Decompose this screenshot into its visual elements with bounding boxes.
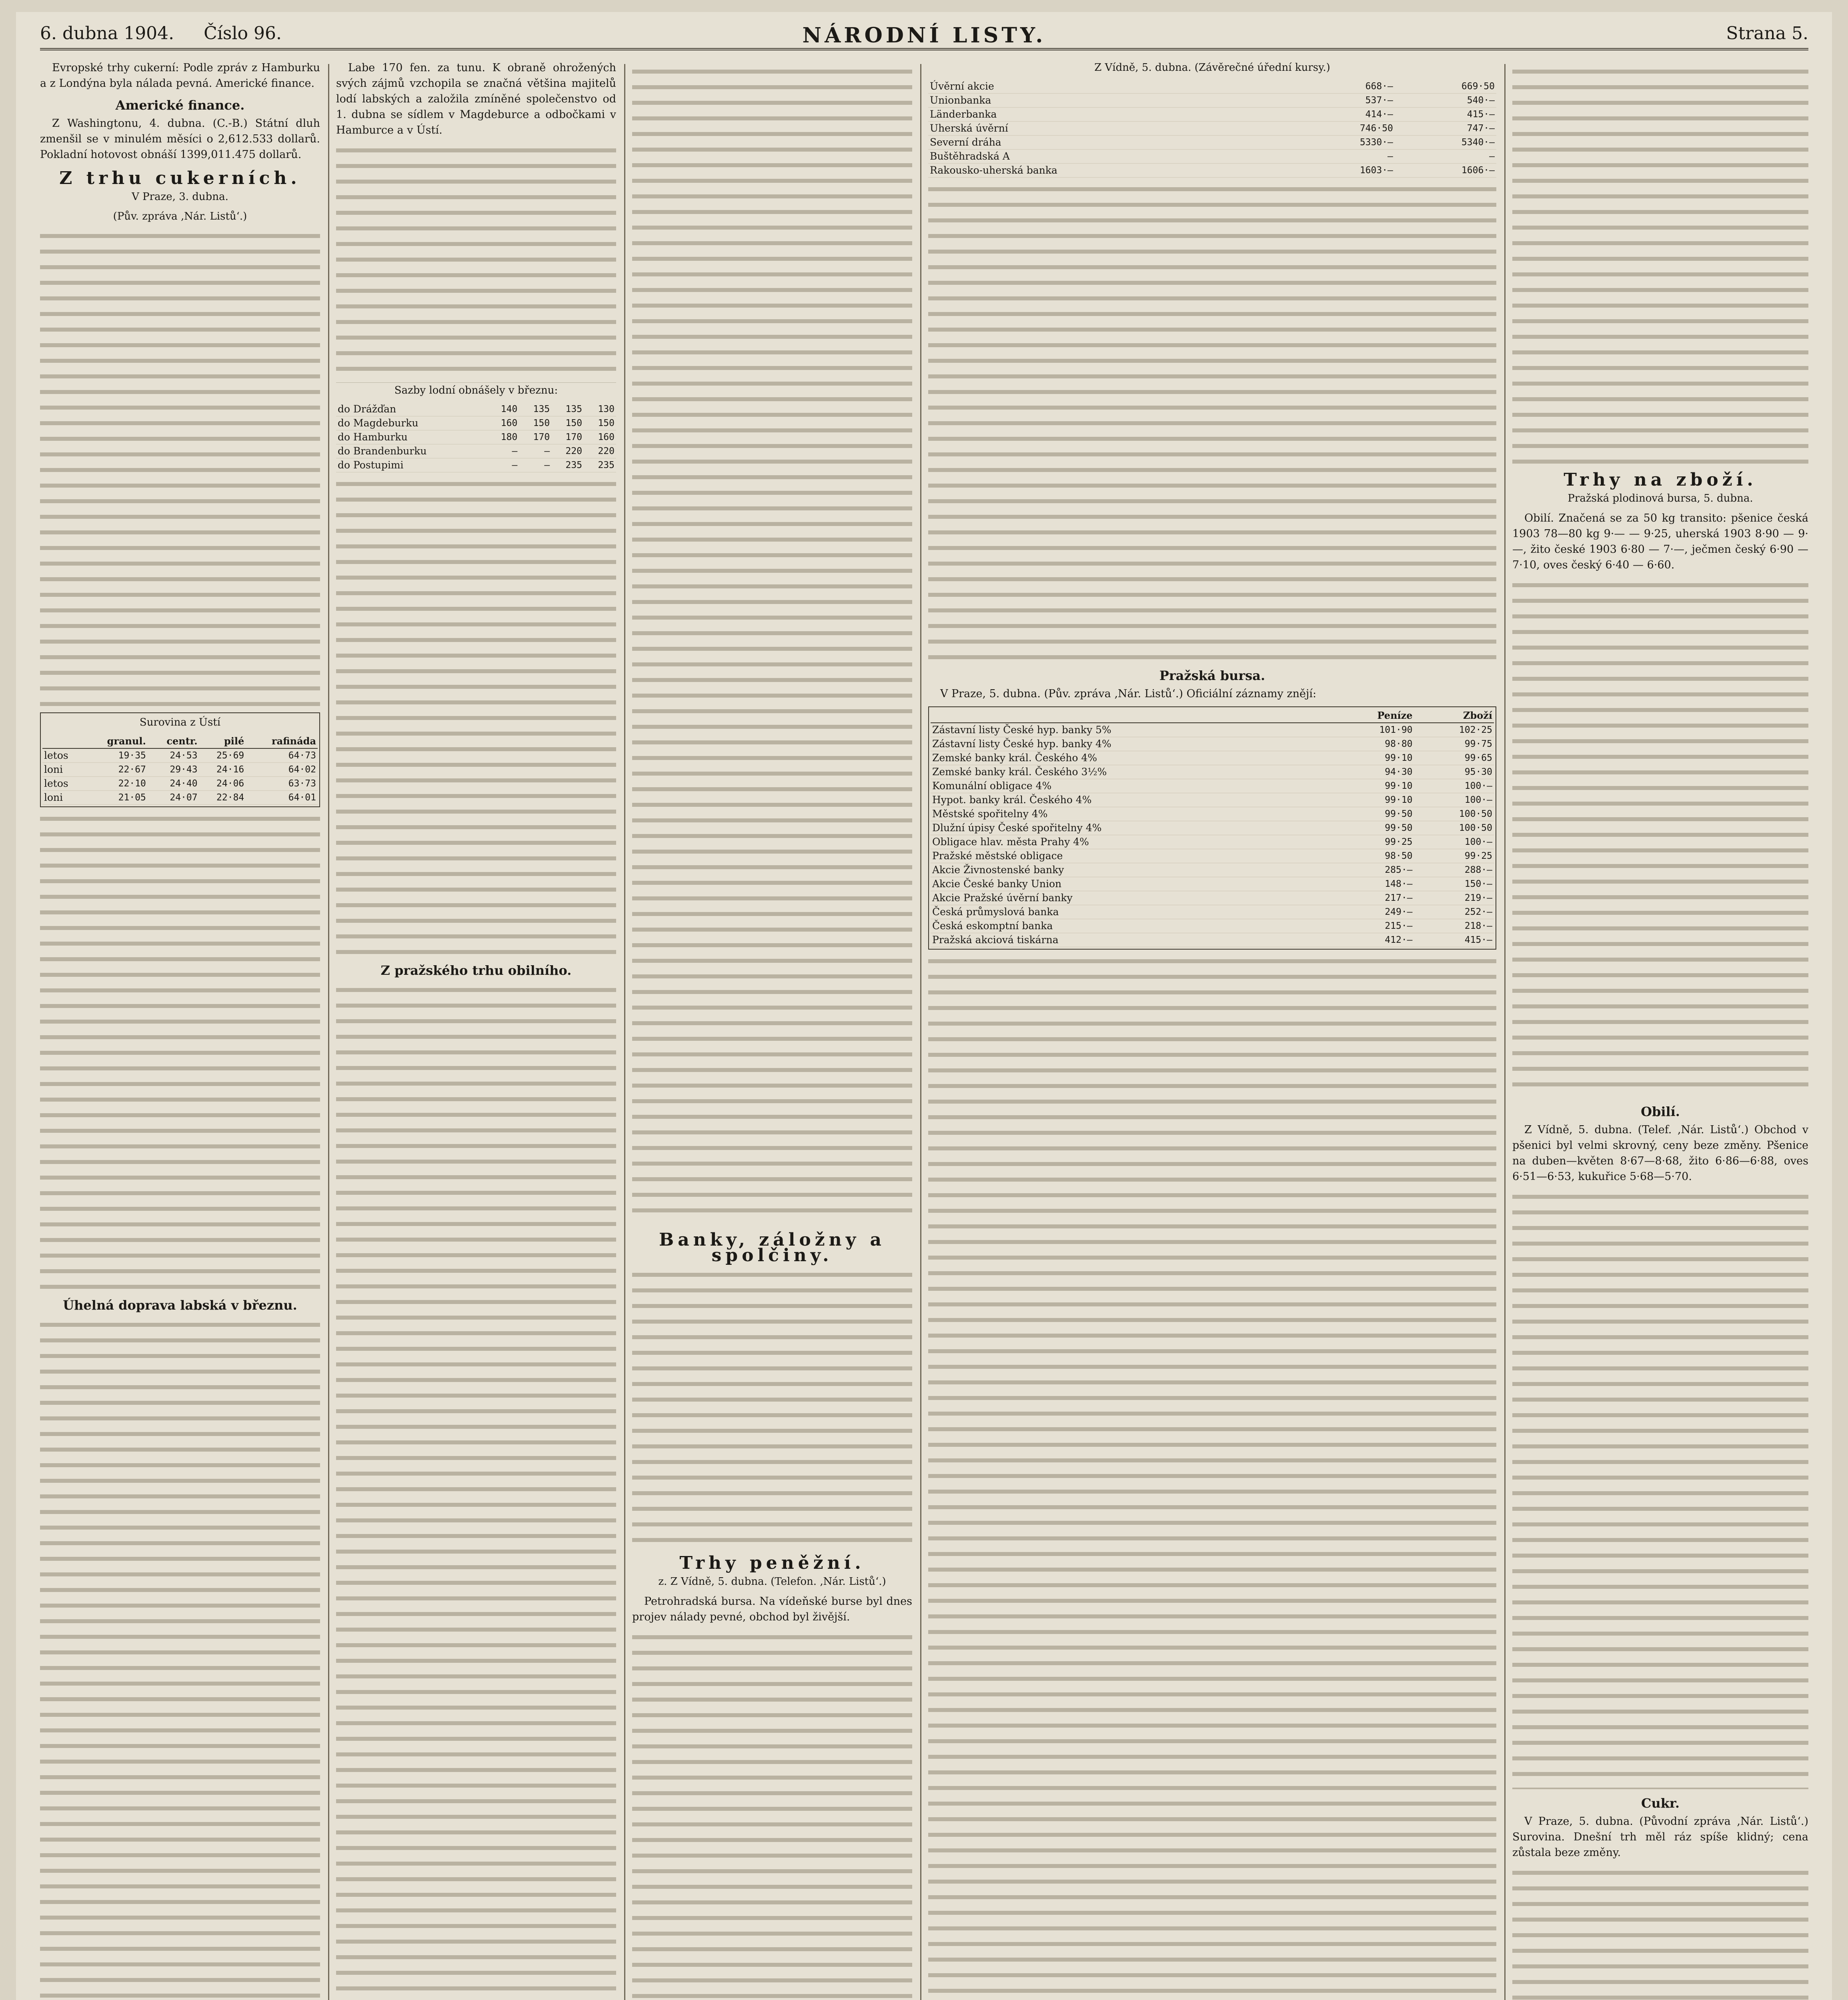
table-row: Zemské banky král. Českého 3½% 94·30 95·30: [931, 765, 1494, 779]
section-subheading: Pražská plodinová bursa, 5. dubna.: [1568, 492, 1753, 504]
article-heading: Úhelná doprava labská v březnu.: [63, 1298, 297, 1313]
table-row: loni 22·67 29·43 24·16 64·02: [42, 763, 318, 777]
article-body-text: [336, 143, 616, 383]
article-heading: Z pražského trhu obilního.: [380, 963, 572, 978]
column-3: [632, 60, 912, 2000]
sugar-price-table: [40, 712, 320, 807]
table-header: [931, 709, 1330, 723]
table-row: Česká eskomptní banka 215·— 218·—: [931, 919, 1494, 933]
quotes-body-text: [928, 954, 1496, 2000]
table-row: Zemské banky král. Českého 4% 99·10 99·65: [931, 751, 1494, 765]
column-5: [1512, 60, 1808, 2000]
table-row: Komunální obligace 4% 99·10 100·—: [931, 779, 1494, 793]
article-text: Petrohradská bursa. Na vídeňské burse byl dnes projev nálady pevné, obchod byl živější.: [632, 1595, 912, 1623]
prague-quotes-box: [928, 706, 1496, 950]
article-body-text: [40, 811, 320, 1291]
table-row: Zástavní listy České hyp. banky 5% 101·90 102·25: [931, 723, 1494, 737]
table-row: Městské spořitelny 4% 99·50 100·50: [931, 807, 1494, 821]
table-row: Pražská akciová tiskárna 412·— 415·—: [931, 933, 1494, 947]
article-body-text: [1512, 1865, 1808, 2000]
table-row: Unionbanka 537·— 540·—: [928, 94, 1496, 108]
table-row: letos 19·35 24·53 25·69 64·73: [42, 748, 318, 763]
article-body-text: [336, 476, 616, 956]
column-divider: [328, 64, 329, 2000]
vienna-quotes-table: [928, 80, 1496, 178]
table-row: do Brandenburku — — 220 220: [336, 444, 616, 458]
sugar-table: [42, 734, 318, 805]
table-header: centr.: [148, 734, 199, 748]
article-text: Obilí. Značená se za 50 kg transito: pšenice česká 1903 78—80 kg 9·— — 9·25, uherská 1903 8·90 — 9·—, žito české 1903 6·80 — 7·—, ječmen český 6·90 — 7·10, oves český 6·40 — 6·60.: [1512, 512, 1808, 571]
table-row: Uherská úvěrní 746·50 747·—: [928, 122, 1496, 136]
table-row: Akcie Pražské úvěrní banky 217·— 219·—: [931, 891, 1494, 905]
article-text: Z Washingtonu, 4. dubna. (C.-B.) Státní dluh zmenšil se v minulém měsíci o 2,612.533 dollarů. Pokladní hotovost obnáší 1399,011.475 dollarů.: [40, 117, 320, 161]
table-row: Buštěhradská A — —: [928, 150, 1496, 164]
article-heading: Cukr.: [1641, 1796, 1680, 1811]
table-row: Zástavní listy České hyp. banky 4% 98·80 99·75: [931, 737, 1494, 751]
table-header: [42, 734, 84, 748]
masthead-page: Strana 5.: [1726, 23, 1808, 44]
article-body-text: [336, 982, 616, 2000]
section-heading: Trhy peněžní.: [679, 1553, 865, 1573]
freight-rates-table: [336, 402, 616, 472]
column-1: [40, 60, 320, 2000]
section-heading: Z trhu cukerních.: [59, 168, 301, 188]
article-heading: Pražská bursa.: [1159, 668, 1265, 683]
column-4-quotations: [928, 60, 1496, 2000]
table-header: Peníze: [1330, 709, 1414, 723]
prague-quotes-table: [931, 709, 1494, 947]
article-heading: Obilí.: [1641, 1104, 1680, 1119]
article-body-text: [632, 64, 912, 1224]
article-body-text: [632, 1630, 912, 2000]
article-body-text: [1512, 64, 1808, 464]
article-text: Z Vídně, 5. dubna. (Telef. ‚Nár. Listů‘.) Obchod v pšenici byl velmi skrovný, ceny beze změny. Pšenice na duben—květen 8·67—8·68, žito 6·86—6·88, oves 6·51—6·53, kukuřice 5·68—5·70.: [1512, 1124, 1808, 1183]
table-header: pilé: [199, 734, 246, 748]
column-divider: [624, 64, 625, 2000]
table-row: Pražské městské obligace 98·50 99·25: [931, 849, 1494, 863]
table-row: Hypot. banky král. Českého 4% 99·10 100·—: [931, 793, 1494, 807]
table-header: granul.: [84, 734, 148, 748]
table-row: do Hamburku 180 170 170 160: [336, 430, 616, 444]
column-divider: [1504, 64, 1506, 2000]
table-title: Sazby lodní obnášely v březnu:: [394, 384, 558, 396]
table-row: do Magdeburku 160 150 150 150: [336, 416, 616, 430]
table-header: rafináda: [246, 734, 318, 748]
quotes-body-text: [928, 182, 1496, 662]
newspaper-page: [16, 12, 1832, 2000]
masthead-issue: Číslo 96.: [204, 23, 282, 44]
article-body-text: [40, 1317, 320, 2000]
quotes-heading: Z Vídně, 5. dubna. (Závěrečné úřední kursy.): [1094, 62, 1330, 74]
table-row: Úvěrní akcie 668·— 669·50: [928, 80, 1496, 94]
section-place: V Praze, 3. dubna.: [132, 191, 228, 203]
table-row: Dlužní úpisy České spořitelny 4% 99·50 100·50: [931, 821, 1494, 835]
table-row: Akcie České banky Union 148·— 150·—: [931, 877, 1494, 891]
table-row: Obligace hlav. města Prahy 4% 99·25 100·—: [931, 835, 1494, 849]
article-text: Labe 170 fen. za tunu. K obraně ohrožených svých zájmů vzchopila se značná většina majitelů lodí labských a založila zmíněné společenstvo od 1. dubna se sídlem v Magdeburce a odbočkami v Hamburce a v Ústí.: [336, 62, 616, 136]
article-text: Evropské trhy cukerní: Podle zpráv z Hamburku a z Londýna byla nálada pevná. Americké finance.: [40, 62, 320, 90]
section-source: (Pův. zpráva ‚Nár. Listů‘.): [113, 210, 247, 222]
table-row: Rakousko-uherská banka 1603·— 1606·—: [928, 164, 1496, 178]
column-2: [336, 60, 616, 2000]
masthead-date: 6. dubna 1904.: [40, 23, 174, 44]
article-text: V Praze, 5. dubna. (Pův. zpráva ‚Nár. Listů‘.) Oficiální záznamy znějí:: [940, 688, 1317, 700]
table-row: Länderbanka 414·— 415·—: [928, 108, 1496, 122]
column-divider: [920, 64, 921, 2000]
article-body-text: [1512, 578, 1808, 1098]
article-body-text: [40, 228, 320, 708]
section-heading: Trhy na zboží.: [1564, 470, 1757, 490]
section-heading: Banky, záložny a spolčiny.: [659, 1230, 886, 1266]
article-heading: Americké finance.: [115, 98, 245, 113]
section-source: z. Z Vídně, 5. dubna. (Telefon. ‚Nár. Listů‘.): [658, 1576, 886, 1588]
table-title: Surovina z Ústí: [139, 716, 221, 728]
table-row: Česká průmyslová banka 249·— 252·—: [931, 905, 1494, 919]
masthead-title: NÁRODNÍ LISTY.: [802, 23, 1046, 48]
article-text: V Praze, 5. dubna. (Původní zpráva ‚Nár. Listů‘.) Surovina. Dnešní trh měl ráz spíše klidný; cena zůstala beze změny.: [1512, 1815, 1808, 1859]
article-body-text: [1512, 1189, 1808, 1789]
table-header: Zboží: [1414, 709, 1494, 723]
table-row: do Postupimi — — 235 235: [336, 458, 616, 472]
table-row: Severní dráha 5330·— 5340·—: [928, 136, 1496, 150]
masthead: [40, 20, 1808, 50]
table-row: Akcie Živnostenské banky 285·— 288·—: [931, 863, 1494, 877]
table-row: letos 22·10 24·40 24·06 63·73: [42, 777, 318, 791]
table-row: loni 21·05 24·07 22·84 64·01: [42, 791, 318, 805]
table-row: do Drážďan 140 135 135 130: [336, 402, 616, 416]
article-body-text: [632, 1267, 912, 1547]
